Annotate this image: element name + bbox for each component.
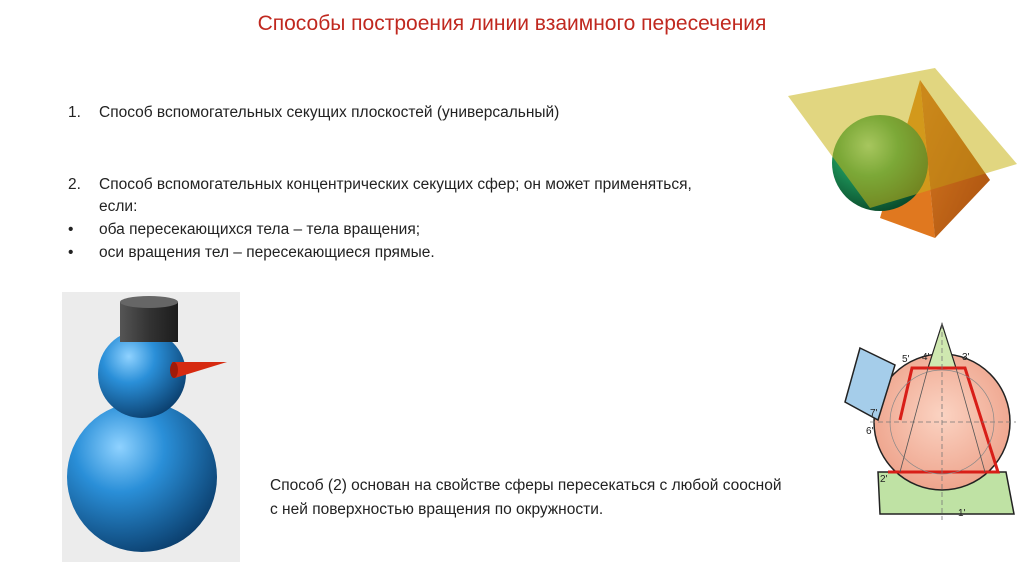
note-line2: с ней поверхностью вращения по окружности. (270, 501, 604, 518)
method-2-text-line2: если: (99, 198, 138, 215)
diagram-label: 2' (880, 474, 888, 485)
method-2-text-line1: Способ вспомогательных концентрических секущих сфер; он может применяться, (99, 176, 692, 193)
bullet-text: оба пересекающихся тела – тела вращения; (99, 221, 421, 238)
diagram-label: 5' (902, 354, 910, 365)
diagram-label: 4' (922, 352, 930, 363)
method-2-number: 2. (68, 176, 81, 193)
method-1-text: Способ вспомогательных секущих плоскостей (универсальный) (99, 104, 560, 121)
bullet-mark: • (68, 244, 74, 261)
method-1-number: 1. (68, 104, 81, 121)
sphere-pyramid-illustration (785, 68, 1024, 248)
diagram-label: 7' (870, 408, 878, 419)
slide-title: Способы построения линии взаимного пересечения (257, 12, 767, 35)
snowman-illustration (62, 292, 240, 562)
geometry-diagram (840, 320, 1022, 520)
bullet-text: оси вращения тел – пересекающиеся прямые. (99, 244, 435, 261)
note-text (270, 474, 850, 522)
note-line1: Способ (2) основан на свойстве сферы пересекаться с любой соосной (270, 477, 782, 494)
diagram-label: 1' (958, 508, 966, 519)
bullet-mark: • (68, 221, 74, 238)
diagram-label: 6' (866, 426, 874, 437)
diagram-label: 3' (962, 352, 970, 363)
